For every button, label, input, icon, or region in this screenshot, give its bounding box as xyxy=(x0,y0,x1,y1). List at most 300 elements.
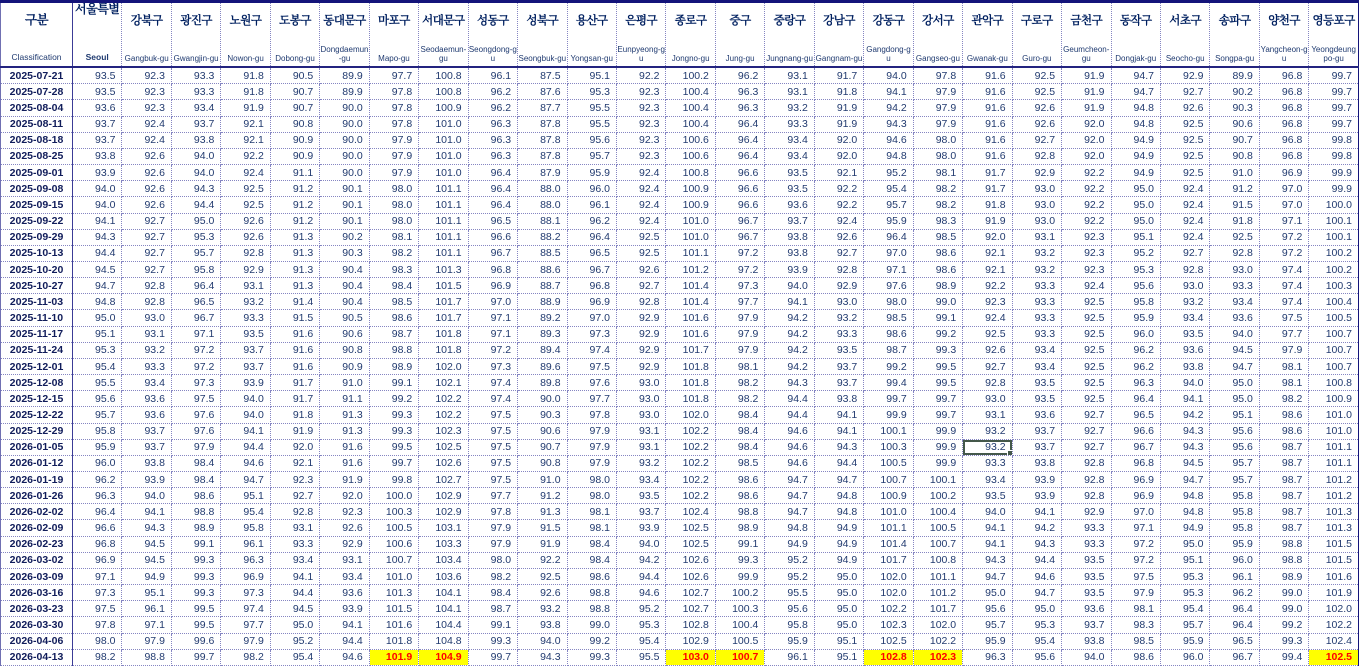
cell[interactable]: 90.7 xyxy=(270,84,319,100)
cell[interactable]: 91.2 xyxy=(518,488,567,504)
cell[interactable]: 91.6 xyxy=(963,116,1012,132)
cell[interactable]: 92.5 xyxy=(616,245,665,261)
cell[interactable]: 94.7 xyxy=(765,488,814,504)
highlighted-cell[interactable]: 102.5 xyxy=(1309,649,1359,665)
cell[interactable]: 92.9 xyxy=(1012,165,1061,181)
cell[interactable]: 99.6 xyxy=(171,633,220,649)
cell[interactable]: 92.9 xyxy=(320,536,369,552)
cell[interactable]: 91.8 xyxy=(814,84,863,100)
cell[interactable]: 102.5 xyxy=(666,536,715,552)
cell[interactable]: 98.4 xyxy=(171,455,220,471)
row-date[interactable]: 2026-01-12 xyxy=(1,455,73,471)
cell[interactable]: 97.9 xyxy=(468,520,517,536)
cell[interactable]: 98.4 xyxy=(468,585,517,601)
cell[interactable]: 95.6 xyxy=(1210,439,1259,455)
column-header-yangcheon-gu[interactable] xyxy=(1259,2,1308,68)
cell[interactable]: 95.6 xyxy=(1210,423,1259,439)
cell[interactable]: 100.2 xyxy=(715,585,764,601)
cell[interactable]: 97.9 xyxy=(122,633,171,649)
cell[interactable]: 90.0 xyxy=(320,100,369,116)
cell[interactable]: 102.2 xyxy=(864,601,913,617)
cell[interactable]: 98.9 xyxy=(1259,568,1308,584)
cell[interactable]: 93.8 xyxy=(171,132,220,148)
cell[interactable]: 95.1 xyxy=(122,585,171,601)
cell[interactable]: 98.8 xyxy=(567,601,616,617)
cell[interactable]: 95.9 xyxy=(1111,310,1160,326)
cell[interactable]: 97.8 xyxy=(913,67,962,84)
cell[interactable]: 95.6 xyxy=(765,601,814,617)
cell[interactable]: 98.6 xyxy=(1111,649,1160,665)
cell[interactable]: 94.2 xyxy=(765,358,814,374)
cell[interactable]: 93.3 xyxy=(1012,310,1061,326)
cell[interactable]: 101.4 xyxy=(666,294,715,310)
cell[interactable]: 94.7 xyxy=(221,472,270,488)
cell[interactable]: 101.5 xyxy=(419,278,468,294)
cell[interactable]: 98.2 xyxy=(715,391,764,407)
cell[interactable]: 101.1 xyxy=(1309,455,1359,471)
cell[interactable]: 92.3 xyxy=(122,84,171,100)
cell[interactable]: 95.2 xyxy=(1111,245,1160,261)
cell[interactable]: 93.3 xyxy=(122,358,171,374)
cell[interactable]: 92.5 xyxy=(1210,229,1259,245)
cell[interactable]: 98.2 xyxy=(715,375,764,391)
cell[interactable]: 87.9 xyxy=(518,165,567,181)
cell[interactable]: 96.5 xyxy=(567,245,616,261)
cell[interactable]: 90.5 xyxy=(270,67,319,84)
cell[interactable]: 100.3 xyxy=(369,504,418,520)
cell[interactable]: 96.8 xyxy=(1259,100,1308,116)
cell[interactable]: 99.7 xyxy=(913,407,962,423)
cell[interactable]: 92.8 xyxy=(616,294,665,310)
cell[interactable]: 94.1 xyxy=(270,568,319,584)
cell[interactable]: 100.3 xyxy=(864,439,913,455)
cell[interactable]: 93.0 xyxy=(616,407,665,423)
cell[interactable]: 93.3 xyxy=(1062,520,1111,536)
cell[interactable]: 96.3 xyxy=(1111,375,1160,391)
cell[interactable]: 93.3 xyxy=(1012,278,1061,294)
cell[interactable]: 94.8 xyxy=(73,294,122,310)
column-header-songpa-gu[interactable] xyxy=(1210,2,1259,68)
cell[interactable]: 96.4 xyxy=(1210,617,1259,633)
column-header-jungnang-gu[interactable] xyxy=(765,2,814,68)
cell[interactable]: 96.4 xyxy=(171,278,220,294)
cell[interactable]: 94.7 xyxy=(73,278,122,294)
cell[interactable]: 101.9 xyxy=(1309,585,1359,601)
cell[interactable]: 97.0 xyxy=(468,294,517,310)
cell[interactable]: 93.9 xyxy=(1012,472,1061,488)
cell[interactable]: 92.7 xyxy=(122,213,171,229)
cell[interactable]: 93.0 xyxy=(616,375,665,391)
cell[interactable]: 95.0 xyxy=(1160,536,1209,552)
cell[interactable]: 92.9 xyxy=(1062,504,1111,520)
cell[interactable]: 92.8 xyxy=(1062,488,1111,504)
cell[interactable]: 97.9 xyxy=(567,439,616,455)
cell[interactable]: 94.0 xyxy=(518,633,567,649)
cell[interactable]: 94.9 xyxy=(122,568,171,584)
cell[interactable]: 97.1 xyxy=(468,326,517,342)
cell[interactable]: 96.8 xyxy=(73,536,122,552)
cell[interactable]: 97.2 xyxy=(1259,229,1308,245)
cell[interactable]: 92.2 xyxy=(814,197,863,213)
cell[interactable]: 98.1 xyxy=(567,504,616,520)
cell[interactable]: 90.6 xyxy=(518,423,567,439)
cell[interactable]: 101.8 xyxy=(419,342,468,358)
cell[interactable]: 94.7 xyxy=(1111,84,1160,100)
cell[interactable]: 92.4 xyxy=(814,213,863,229)
cell[interactable]: 92.4 xyxy=(1160,213,1209,229)
cell[interactable]: 94.0 xyxy=(171,165,220,181)
cell[interactable]: 96.7 xyxy=(567,261,616,277)
cell[interactable]: 93.4 xyxy=(1210,294,1259,310)
cell[interactable]: 97.9 xyxy=(913,100,962,116)
cell[interactable]: 96.6 xyxy=(73,520,122,536)
cell[interactable]: 95.5 xyxy=(616,649,665,665)
cell[interactable]: 88.7 xyxy=(518,278,567,294)
cell[interactable]: 93.0 xyxy=(963,391,1012,407)
cell[interactable]: 96.6 xyxy=(715,165,764,181)
cell[interactable]: 94.4 xyxy=(1012,552,1061,568)
cell[interactable]: 96.0 xyxy=(1111,326,1160,342)
cell[interactable]: 96.9 xyxy=(1111,488,1160,504)
cell[interactable]: 99.5 xyxy=(369,439,418,455)
cell[interactable]: 91.6 xyxy=(270,342,319,358)
cell[interactable]: 92.6 xyxy=(1012,100,1061,116)
cell[interactable]: 100.5 xyxy=(913,520,962,536)
column-header-gwangjin-gu[interactable] xyxy=(171,2,220,68)
cell[interactable]: 102.3 xyxy=(864,617,913,633)
cell[interactable]: 98.6 xyxy=(913,245,962,261)
cell[interactable]: 95.1 xyxy=(1111,229,1160,245)
cell[interactable]: 91.9 xyxy=(963,213,1012,229)
cell[interactable]: 99.9 xyxy=(864,407,913,423)
cell[interactable]: 92.5 xyxy=(1012,84,1061,100)
cell[interactable]: 93.5 xyxy=(765,165,814,181)
cell[interactable]: 101.5 xyxy=(1309,552,1359,568)
cell[interactable]: 101.8 xyxy=(666,375,715,391)
cell[interactable]: 95.4 xyxy=(616,633,665,649)
cell[interactable]: 92.0 xyxy=(1062,116,1111,132)
cell[interactable]: 98.0 xyxy=(369,197,418,213)
row-date[interactable]: 2025-10-27 xyxy=(1,278,73,294)
cell[interactable]: 101.2 xyxy=(913,585,962,601)
cell[interactable]: 94.0 xyxy=(864,67,913,84)
cell[interactable]: 93.4 xyxy=(1160,310,1209,326)
cell[interactable]: 101.1 xyxy=(913,568,962,584)
cell[interactable]: 94.5 xyxy=(270,601,319,617)
cell[interactable]: 94.6 xyxy=(765,423,814,439)
cell[interactable]: 102.3 xyxy=(419,423,468,439)
cell[interactable]: 98.4 xyxy=(567,536,616,552)
cell[interactable]: 98.7 xyxy=(1259,439,1308,455)
cell[interactable]: 94.7 xyxy=(1210,358,1259,374)
cell[interactable]: 92.7 xyxy=(1062,423,1111,439)
cell[interactable]: 91.6 xyxy=(963,148,1012,164)
cell[interactable]: 102.4 xyxy=(1309,633,1359,649)
cell[interactable]: 101.1 xyxy=(419,245,468,261)
cell[interactable]: 92.7 xyxy=(1012,132,1061,148)
cell[interactable]: 94.3 xyxy=(122,520,171,536)
cell[interactable]: 96.7 xyxy=(715,229,764,245)
cell[interactable]: 100.8 xyxy=(1309,375,1359,391)
cell[interactable]: 94.4 xyxy=(171,197,220,213)
cell[interactable]: 98.4 xyxy=(567,552,616,568)
cell[interactable]: 93.5 xyxy=(1160,326,1209,342)
cell[interactable]: 96.8 xyxy=(1259,148,1308,164)
cell[interactable]: 98.8 xyxy=(1259,552,1308,568)
cell[interactable]: 91.0 xyxy=(1210,165,1259,181)
cell[interactable]: 99.9 xyxy=(913,439,962,455)
cell[interactable]: 97.1 xyxy=(171,326,220,342)
cell[interactable]: 97.3 xyxy=(171,375,220,391)
cell[interactable]: 95.0 xyxy=(1210,391,1259,407)
cell[interactable]: 91.4 xyxy=(270,294,319,310)
cell[interactable]: 97.2 xyxy=(1111,552,1160,568)
cell[interactable]: 101.5 xyxy=(369,601,418,617)
cell[interactable]: 102.8 xyxy=(666,617,715,633)
cell[interactable]: 90.9 xyxy=(320,358,369,374)
cell[interactable]: 91.2 xyxy=(270,197,319,213)
row-date[interactable]: 2025-12-08 xyxy=(1,375,73,391)
cell[interactable]: 92.9 xyxy=(616,342,665,358)
cell[interactable]: 91.8 xyxy=(963,197,1012,213)
cell[interactable]: 91.3 xyxy=(270,278,319,294)
cell[interactable]: 94.6 xyxy=(221,455,270,471)
row-date[interactable]: 2025-07-21 xyxy=(1,67,73,84)
cell[interactable]: 95.2 xyxy=(616,601,665,617)
cell[interactable]: 93.2 xyxy=(221,294,270,310)
cell[interactable]: 93.2 xyxy=(122,342,171,358)
cell[interactable]: 94.4 xyxy=(765,407,814,423)
cell[interactable]: 90.3 xyxy=(320,245,369,261)
cell[interactable]: 87.5 xyxy=(518,67,567,84)
cell[interactable]: 87.8 xyxy=(518,132,567,148)
cell[interactable]: 98.2 xyxy=(1259,391,1308,407)
cell[interactable]: 97.9 xyxy=(369,132,418,148)
cell[interactable]: 100.7 xyxy=(1309,358,1359,374)
cell[interactable]: 99.9 xyxy=(1309,165,1359,181)
cell[interactable]: 92.2 xyxy=(814,181,863,197)
cell[interactable]: 93.1 xyxy=(765,67,814,84)
cell[interactable]: 102.0 xyxy=(666,407,715,423)
cell[interactable]: 92.7 xyxy=(616,278,665,294)
cell[interactable]: 97.4 xyxy=(1259,278,1308,294)
cell[interactable]: 91.8 xyxy=(221,84,270,100)
cell[interactable]: 98.6 xyxy=(864,326,913,342)
cell[interactable]: 92.6 xyxy=(1160,100,1209,116)
cell[interactable]: 96.2 xyxy=(715,67,764,84)
cell[interactable]: 89.6 xyxy=(518,358,567,374)
cell[interactable]: 100.2 xyxy=(666,67,715,84)
cell[interactable]: 94.8 xyxy=(814,504,863,520)
cell[interactable]: 97.5 xyxy=(73,601,122,617)
cell[interactable]: 101.0 xyxy=(666,213,715,229)
cell[interactable]: 94.6 xyxy=(1012,568,1061,584)
cell[interactable]: 95.6 xyxy=(963,601,1012,617)
cell[interactable]: 91.7 xyxy=(963,165,1012,181)
cell[interactable]: 91.1 xyxy=(270,165,319,181)
cell[interactable]: 90.1 xyxy=(320,181,369,197)
cell[interactable]: 100.8 xyxy=(419,67,468,84)
cell[interactable]: 96.0 xyxy=(73,455,122,471)
cell[interactable]: 93.8 xyxy=(1062,633,1111,649)
cell[interactable]: 96.8 xyxy=(1111,455,1160,471)
cell[interactable]: 93.1 xyxy=(221,278,270,294)
cell[interactable]: 101.1 xyxy=(864,520,913,536)
row-date[interactable]: 2026-03-09 xyxy=(1,568,73,584)
cell[interactable]: 93.8 xyxy=(122,455,171,471)
cell[interactable]: 96.4 xyxy=(468,165,517,181)
cell[interactable]: 104.1 xyxy=(419,585,468,601)
cell[interactable]: 97.5 xyxy=(468,407,517,423)
cell[interactable]: 95.1 xyxy=(814,649,863,665)
cell[interactable]: 95.4 xyxy=(864,181,913,197)
cell[interactable]: 95.5 xyxy=(567,116,616,132)
row-date[interactable]: 2025-09-15 xyxy=(1,197,73,213)
cell[interactable]: 101.0 xyxy=(864,504,913,520)
cell[interactable]: 92.7 xyxy=(963,358,1012,374)
cell[interactable]: 102.2 xyxy=(1309,617,1359,633)
cell[interactable]: 94.8 xyxy=(1160,488,1209,504)
cell[interactable]: 92.5 xyxy=(1062,358,1111,374)
cell[interactable]: 97.9 xyxy=(913,116,962,132)
cell[interactable]: 94.2 xyxy=(864,100,913,116)
cell[interactable]: 94.1 xyxy=(864,84,913,100)
cell[interactable]: 94.7 xyxy=(963,568,1012,584)
cell[interactable]: 96.1 xyxy=(765,649,814,665)
cell[interactable]: 91.8 xyxy=(221,67,270,84)
cell[interactable]: 102.0 xyxy=(913,617,962,633)
cell[interactable]: 92.9 xyxy=(814,278,863,294)
cell[interactable]: 94.3 xyxy=(518,649,567,665)
cell[interactable]: 95.9 xyxy=(567,165,616,181)
cell[interactable]: 98.8 xyxy=(1259,536,1308,552)
cell[interactable]: 98.2 xyxy=(221,649,270,665)
cell[interactable]: 97.1 xyxy=(1259,213,1308,229)
cell[interactable]: 95.8 xyxy=(1210,504,1259,520)
cell[interactable]: 97.3 xyxy=(567,326,616,342)
cell[interactable]: 93.3 xyxy=(221,310,270,326)
cell[interactable]: 93.5 xyxy=(1062,568,1111,584)
cell[interactable]: 99.7 xyxy=(864,391,913,407)
cell[interactable]: 92.5 xyxy=(616,229,665,245)
cell[interactable]: 92.3 xyxy=(616,132,665,148)
cell[interactable]: 94.1 xyxy=(963,536,1012,552)
cell[interactable]: 95.0 xyxy=(814,601,863,617)
cell[interactable]: 98.1 xyxy=(1259,358,1308,374)
cell[interactable]: 96.9 xyxy=(1111,472,1160,488)
cell[interactable]: 92.3 xyxy=(616,100,665,116)
cell[interactable]: 91.7 xyxy=(270,391,319,407)
cell[interactable]: 88.9 xyxy=(518,294,567,310)
cell[interactable]: 96.4 xyxy=(468,197,517,213)
cell[interactable]: 94.6 xyxy=(765,455,814,471)
cell[interactable]: 90.1 xyxy=(320,213,369,229)
cell[interactable]: 95.9 xyxy=(963,633,1012,649)
cell[interactable]: 93.5 xyxy=(1012,375,1061,391)
cell[interactable]: 99.2 xyxy=(864,358,913,374)
cell[interactable]: 92.2 xyxy=(1062,197,1111,213)
column-header-seongdong-gu[interactable] xyxy=(468,2,517,68)
cell[interactable]: 94.4 xyxy=(320,633,369,649)
cell[interactable]: 97.7 xyxy=(1259,326,1308,342)
cell[interactable]: 93.2 xyxy=(963,423,1012,439)
cell[interactable]: 97.5 xyxy=(1111,568,1160,584)
cell[interactable]: 95.7 xyxy=(963,617,1012,633)
cell[interactable]: 94.3 xyxy=(963,552,1012,568)
cell[interactable]: 93.2 xyxy=(765,100,814,116)
cell[interactable]: 103.4 xyxy=(419,552,468,568)
column-header-eunpyeong-gu[interactable] xyxy=(616,2,665,68)
cell[interactable]: 100.7 xyxy=(1309,326,1359,342)
cell[interactable]: 96.4 xyxy=(715,148,764,164)
cell[interactable]: 102.6 xyxy=(666,568,715,584)
cell[interactable]: 101.1 xyxy=(1309,439,1359,455)
cell[interactable]: 94.3 xyxy=(1160,439,1209,455)
cell[interactable]: 100.1 xyxy=(913,472,962,488)
cell[interactable]: 94.1 xyxy=(122,504,171,520)
cell[interactable]: 93.7 xyxy=(171,116,220,132)
column-header-nowon-gu[interactable] xyxy=(221,2,270,68)
cell[interactable]: 98.8 xyxy=(369,342,418,358)
cell[interactable]: 98.6 xyxy=(913,261,962,277)
cell[interactable]: 92.9 xyxy=(616,310,665,326)
cell[interactable]: 102.7 xyxy=(666,601,715,617)
cell[interactable]: 99.2 xyxy=(1259,617,1308,633)
cell[interactable]: 99.1 xyxy=(369,375,418,391)
cell[interactable]: 98.1 xyxy=(1111,601,1160,617)
row-date[interactable]: 2025-11-24 xyxy=(1,342,73,358)
cell[interactable]: 93.4 xyxy=(616,472,665,488)
cell[interactable]: 97.2 xyxy=(1259,245,1308,261)
cell[interactable]: 89.8 xyxy=(518,375,567,391)
cell[interactable]: 92.3 xyxy=(122,67,171,84)
column-header-yeongdeungpo-gu[interactable] xyxy=(1309,2,1359,68)
column-header-dongdaemun-gu[interactable] xyxy=(320,2,369,68)
row-date[interactable]: 2026-03-23 xyxy=(1,601,73,617)
cell[interactable]: 99.5 xyxy=(913,375,962,391)
cell[interactable]: 96.9 xyxy=(73,552,122,568)
cell[interactable]: 93.2 xyxy=(1160,294,1209,310)
cell[interactable]: 91.3 xyxy=(270,245,319,261)
cell[interactable]: 97.5 xyxy=(468,439,517,455)
cell[interactable]: 93.6 xyxy=(1012,407,1061,423)
cell[interactable]: 94.1 xyxy=(320,617,369,633)
cell[interactable]: 93.4 xyxy=(765,132,814,148)
cell[interactable]: 99.3 xyxy=(468,633,517,649)
cell[interactable]: 96.3 xyxy=(468,116,517,132)
row-date[interactable]: 2026-03-16 xyxy=(1,585,73,601)
cell[interactable]: 95.3 xyxy=(616,617,665,633)
cell[interactable]: 101.6 xyxy=(369,617,418,633)
cell[interactable]: 97.4 xyxy=(1259,294,1308,310)
cell[interactable]: 92.8 xyxy=(122,294,171,310)
cell[interactable]: 92.5 xyxy=(1160,165,1209,181)
cell[interactable]: 93.6 xyxy=(320,585,369,601)
cell[interactable]: 102.9 xyxy=(666,633,715,649)
cell[interactable]: 103.3 xyxy=(419,536,468,552)
cell[interactable]: 94.8 xyxy=(1160,504,1209,520)
cell[interactable]: 94.0 xyxy=(963,504,1012,520)
cell[interactable]: 95.0 xyxy=(1111,197,1160,213)
cell[interactable]: 97.9 xyxy=(567,423,616,439)
cell[interactable]: 92.1 xyxy=(963,245,1012,261)
cell[interactable]: 93.6 xyxy=(1210,310,1259,326)
cell[interactable]: 93.7 xyxy=(122,423,171,439)
cell[interactable]: 91.6 xyxy=(270,326,319,342)
cell[interactable]: 92.4 xyxy=(122,116,171,132)
cell[interactable]: 101.8 xyxy=(666,358,715,374)
cell[interactable]: 93.8 xyxy=(1160,358,1209,374)
